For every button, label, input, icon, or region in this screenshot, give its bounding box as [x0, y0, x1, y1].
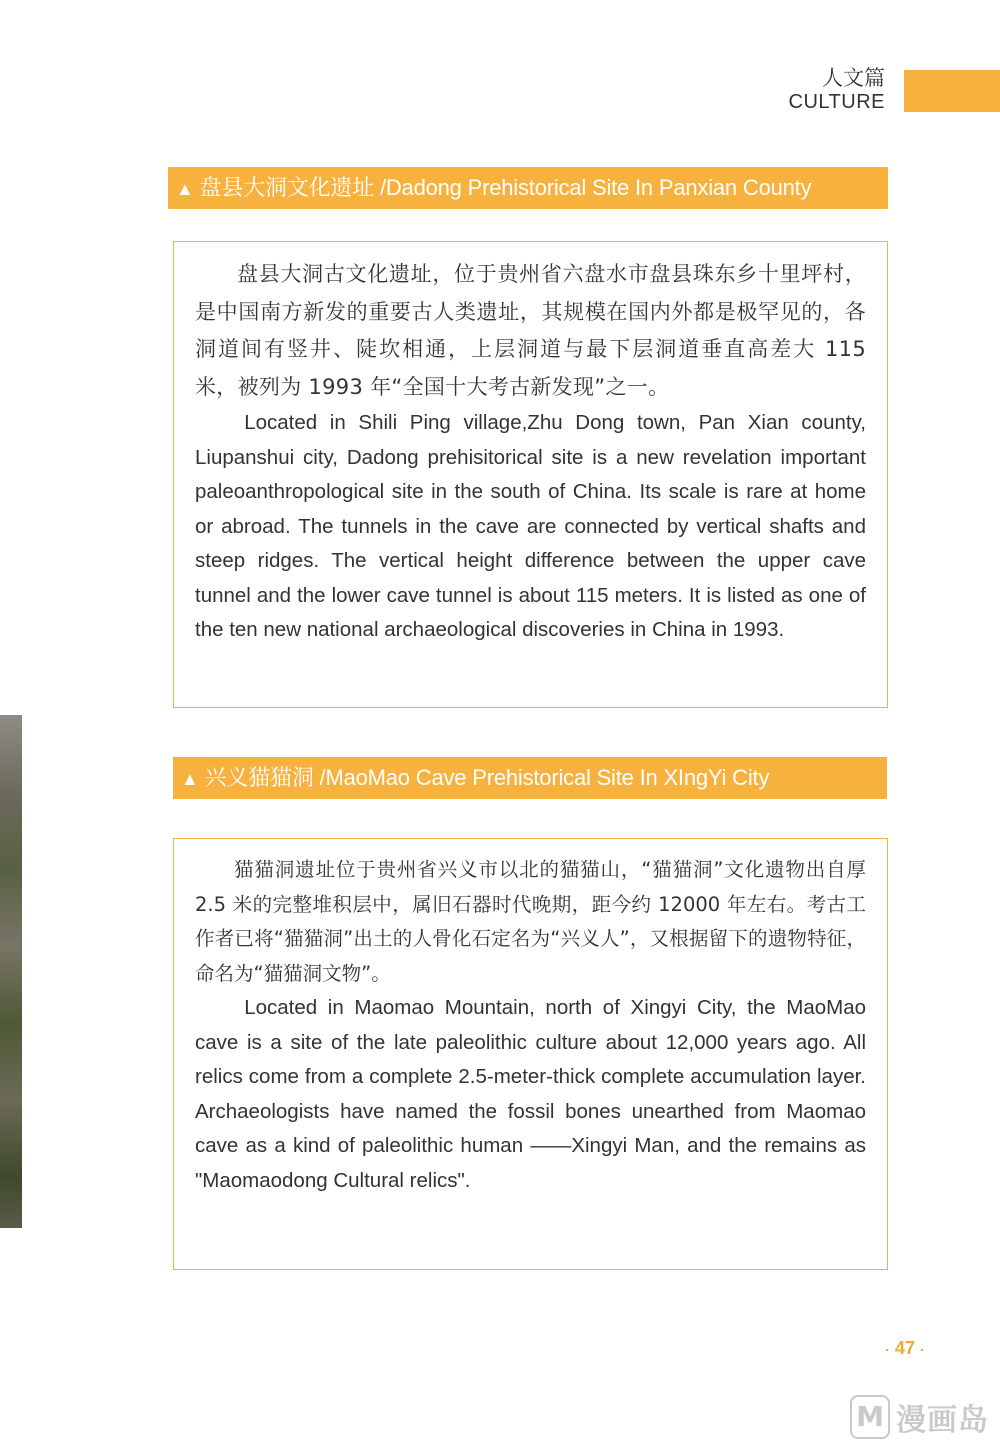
watermark-text: 漫画岛: [896, 1403, 989, 1438]
side-landscape-photo: [0, 715, 22, 1228]
triangle-icon: ▲: [181, 769, 199, 789]
watermark-logo-icon: M: [850, 1395, 890, 1439]
text-box-maomao: [173, 838, 888, 1270]
section-title-en: CULTURE: [788, 91, 885, 113]
section-tag: [789, 66, 885, 114]
paragraph-en: Located in Maomao Mountain, north of Xingyi City, the MaoMao cave is a site of the late paleolithic culture about 12,000 years ago. All relics come from a complete 2.5-meter-thick complete accumulation layer. Archaeologists have named the fossil bones unearthed from Maomao cave as a kind of paleolithic human ——Xingyi Man, and the remains as "Maomaodong Cultural relics".: [195, 996, 866, 1192]
triangle-icon: ▲: [176, 179, 194, 199]
heading-title: 盘县大洞文化遗址 /Dadong Prehistorical Site In Panxian County: [199, 175, 812, 200]
heading-title: 兴义猫猫洞 /MaoMao Cave Prehistorical Site In XIngYi City: [204, 765, 770, 790]
paragraph-en: Located in Shili Ping village,Zhu Dong town, Pan Xian county, Liupanshui city, Dadong prehisitorical site is a new revelation important paleoanthropological site in the south of China. Its scale is rare at home or abroad. The tunnels in the cave are connected by vertical shafts and steep ridges. The vertical height difference between the upper cave tunnel and the lower cave tunnel is about 115 meters. It is listed as one of the ten new national archaeological discoveries in China in 1993.: [195, 411, 866, 641]
section-title-cn: 人文篇: [822, 66, 885, 90]
watermark: [850, 1394, 998, 1440]
page-dot-left: ·: [885, 1341, 890, 1358]
heading-bar-maomao: [173, 757, 887, 799]
page-number-value: 47: [894, 1338, 916, 1358]
page-dot-right: ·: [920, 1341, 925, 1358]
paragraph-cn: 盘县大洞古文化遗址，位于贵州省六盘水市盘县珠东乡十里坪村，是中国南方新发的重要古人类遗址，其规模在国内外都是极罕见的，各洞道间有竖井、陡坎相通，上层洞道与最下层洞道垂直高差大 115 米，被列为 1993 年“全国十大考古新发现”之一。: [195, 262, 866, 399]
heading-bar-dadong: [168, 167, 888, 209]
text-box-dadong: [173, 241, 888, 708]
corner-accent-block: [904, 70, 1000, 112]
paragraph-cn: 猫猫洞遗址位于贵州省兴义市以北的猫猫山，“猫猫洞”文化遗物出自厚 2.5 米的完整堆积层中，属旧石器时代晚期，距今约 12000 年左右。考古工作者已将“猫猫洞”出土的人骨化石定名为“兴义人”，又根据留下的遗物特征，命名为“猫猫洞文物”。: [195, 858, 866, 985]
page-number: [875, 1338, 935, 1359]
